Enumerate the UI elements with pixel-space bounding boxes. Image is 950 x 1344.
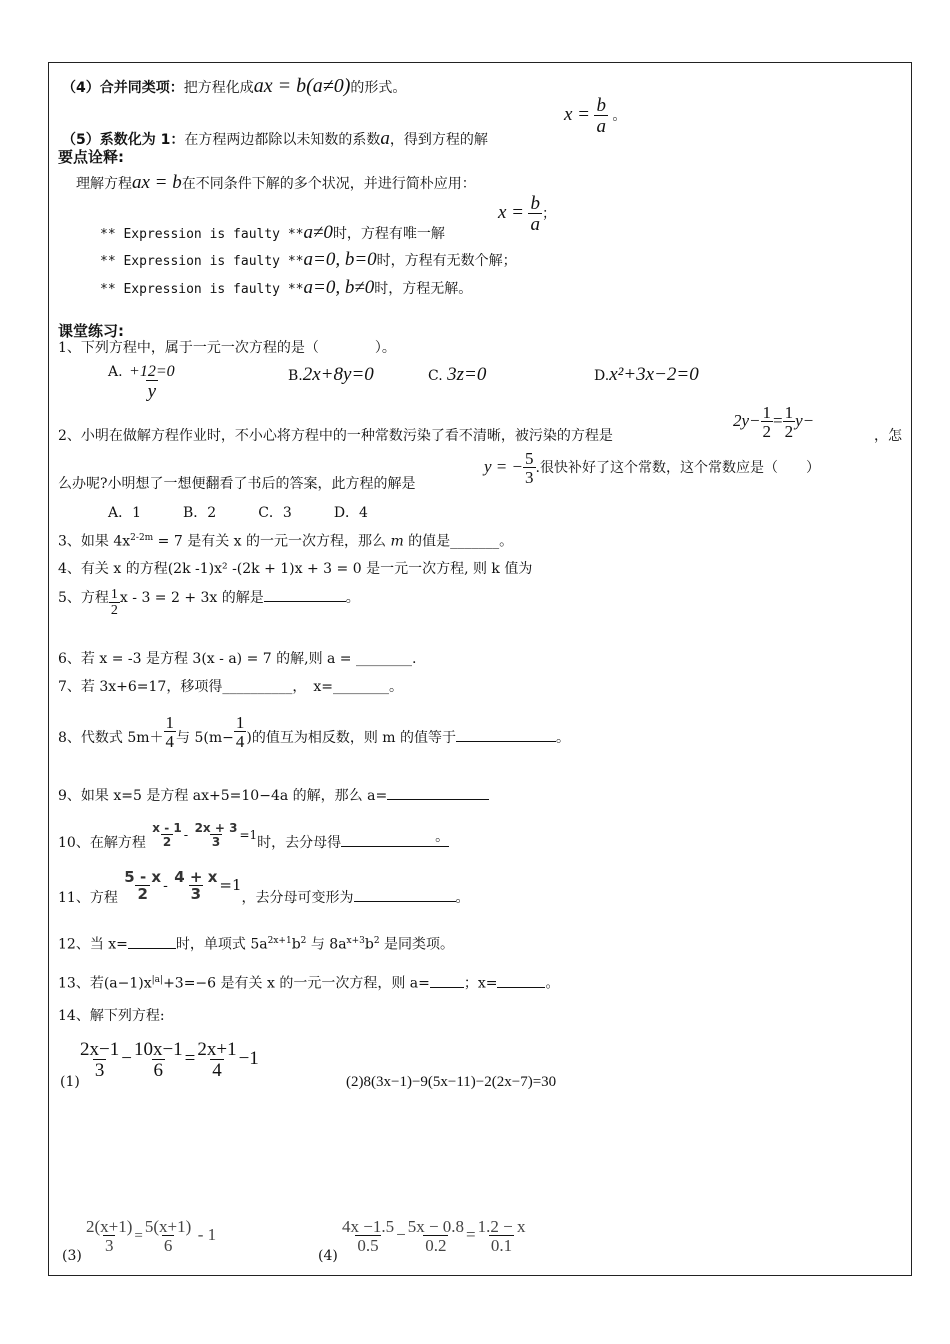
e4-equation (340, 1218, 527, 1254)
e3-tail: - 1 (197, 1225, 217, 1244)
e4-f3n: 1.2 − x (477, 1217, 526, 1236)
e1-label: (1) (60, 1074, 80, 1090)
case1-line (100, 222, 445, 245)
q5-c: 。 (345, 590, 360, 606)
q1-b-label: B. (288, 368, 303, 384)
q12-b: 时，单项式 5a (175, 936, 268, 953)
q8-line (58, 714, 570, 750)
case1-text: 时，方程有唯一解 (332, 226, 445, 242)
q8-b: 与 5(m− (176, 730, 234, 746)
e3-f2n: 5(x+1) (144, 1217, 192, 1236)
q1-c-label: C. (428, 368, 443, 384)
q11-blank[interactable] (354, 901, 456, 902)
keypoints-intro (76, 172, 476, 195)
q2-eq-f1n: 1 (762, 403, 772, 422)
q1-text: 1、下列方程中，属于一元一次方程的是（ ）。 (58, 340, 396, 356)
keypoints-intro-a: 理解方程 (76, 176, 132, 192)
q5-fd: 2 (110, 603, 118, 618)
e1-f2d: 6 (153, 1060, 164, 1081)
q8-a: 8、代数式 5m＋ (58, 730, 164, 746)
practice-heading: 课堂练习: (58, 322, 124, 340)
q2-eq-f2n: 1 (784, 403, 794, 422)
q12-c: b (291, 936, 301, 953)
q12-f: 是同类项。 (379, 936, 455, 953)
e1-f2n: 10x−1 (133, 1039, 183, 1060)
q5-a: 5、方程 (58, 590, 109, 606)
q13-blank-a[interactable] (430, 987, 464, 988)
q10-f1d: 2 (162, 835, 172, 849)
q12-s2: 2 (300, 936, 307, 946)
case1-sol-den: a (530, 214, 540, 235)
q5-blank[interactable] (264, 601, 346, 602)
step4-text-a: 把方程化成 (183, 80, 254, 96)
step5-solution (564, 96, 626, 136)
q2-text-d: .很快补好了这个常数，这个常数应是（ ） (535, 460, 820, 476)
q11-f2n: 4 + x (174, 868, 218, 886)
q2-sol: y = − (484, 457, 523, 476)
q1-a-math: +12=0 (129, 363, 175, 380)
step5-label: （5）系数化为 1： (62, 132, 185, 148)
case3-formula: a=0, b≠0 (303, 277, 375, 298)
case2-error: ** Expression is faulty ** (100, 254, 304, 269)
case1-error: ** Expression is faulty ** (100, 227, 304, 242)
e1-tail: −1 (238, 1048, 259, 1069)
q3-a: 3、如果 4x (58, 533, 131, 550)
e1-equation (78, 1040, 259, 1080)
step5-line (62, 128, 488, 151)
q5-line (58, 588, 360, 618)
q12-s3: x+3 (346, 936, 365, 946)
q8-c: )的值互为相反数，则 m 的值等于 (246, 730, 457, 746)
step5-sol-num: b (596, 95, 606, 116)
q1-d-label: D. (594, 368, 610, 384)
q4-line: 4、有关 x 的方程(2k -1)x² -(2k + 1)x + 3 = 0 是一元一次方程, 则 k 值为 (58, 561, 533, 577)
e3-label: (3) (62, 1248, 82, 1264)
q9-a: 9、如果 x=5 是方程 ax+5=10−4a 的解，那么 a= (58, 788, 388, 804)
q11-minus: - (163, 878, 168, 894)
q6-line: 6、若 x = -3 是方程 3(x - a) = 7 的解,则 a = ________. (58, 651, 417, 667)
case1-sol-x: x = (498, 202, 525, 223)
q5-b: x - 3 = 2 + 3x 的解是 (119, 590, 264, 606)
q10-b: 时，去分母得 (257, 835, 342, 851)
case3-line (100, 277, 472, 300)
q1-c-math: 3z=0 (447, 364, 487, 385)
q1-a-label: A. (108, 364, 123, 380)
q10-minus: - (183, 828, 189, 843)
step4-text-b: 的形式。 (350, 80, 407, 96)
q13-sup: |a| (151, 975, 164, 985)
e3-f1d: 3 (104, 1236, 114, 1255)
q5-fn: 1 (110, 587, 118, 602)
q2-text-c: 么办呢?小明想了一想便翻看了书后的答案，此方程的解是 (58, 476, 416, 492)
e4-f2d: 0.2 (425, 1236, 447, 1255)
step5-sol-x: x = (564, 104, 591, 125)
q12-e: b (364, 936, 374, 953)
q13-a: 13、若(a−1)x (58, 975, 152, 992)
step5-sol-den: a (596, 116, 606, 137)
q11-b: ，去分母可变形为 (241, 890, 354, 906)
e1-f1n: 2x−1 (80, 1039, 120, 1060)
case1-solution (498, 194, 556, 234)
q2-solution (484, 450, 820, 486)
step4-line (62, 74, 406, 98)
q1-option-b (288, 364, 374, 387)
q2-eq-f2d: 2 (784, 422, 794, 441)
q10-eq: =1 (239, 828, 258, 842)
q10-blank[interactable] (341, 829, 449, 847)
q1-option-d (594, 364, 699, 387)
q12-blank[interactable] (128, 948, 176, 949)
q9-blank[interactable] (387, 799, 489, 800)
q3-sup: 2-2m (130, 533, 154, 543)
step4-formula: ax = b(a≠0) (253, 75, 351, 97)
q10-c: 。 (435, 829, 450, 846)
keypoints-intro-formula: ax = b (132, 172, 182, 193)
q7-line: 7、若 3x+6=17，移项得__________， x=________。 (58, 679, 403, 695)
q8-blank[interactable] (456, 741, 556, 742)
e3-f1n: 2(x+1) (86, 1217, 133, 1236)
e3-equation (84, 1218, 216, 1254)
q10-a: 10、在解方程 (58, 835, 146, 851)
case2-text: 时，方程有无数个解； (376, 253, 517, 269)
e4-f3d: 0.1 (490, 1236, 513, 1255)
step4-label: （4）合并同类项： (62, 80, 184, 96)
q2-line-c (58, 476, 416, 493)
case1-formula: a≠0 (303, 222, 333, 243)
q2-eq-f1d: 2 (762, 422, 772, 441)
q10-f1n: x - 1 (152, 821, 182, 835)
q1-a-den: y (147, 381, 157, 402)
q2-eq-b: y− (795, 411, 815, 430)
q2-eq-a: 2y− (733, 411, 761, 430)
q12-line (58, 936, 454, 953)
e2-line: (2)8(3x−1)−9(5x−11)−2(2x−7)=30 (346, 1074, 557, 1090)
step5-text-b: ，得到方程的解 (389, 132, 488, 148)
q2-options: A．1 B．2 C．3 D．4 (108, 505, 368, 521)
q8-f2n: 1 (235, 713, 245, 732)
step5-text-a: 在方程两边都除以未知数的系数 (184, 132, 381, 148)
q3-b: = 7 是有关 x 的一元一次方程，那么 (153, 533, 391, 550)
step5-var-a: a (380, 128, 390, 149)
q13-c: ；x= (463, 975, 498, 992)
q3-m: m (390, 533, 404, 550)
e4-f1n: 4x −1.5 (342, 1217, 395, 1236)
q1-d-math: x²+3x−2=0 (609, 364, 699, 385)
q13-line (58, 975, 559, 992)
e1-f3n: 2x+1 (197, 1039, 237, 1060)
q11-c: 。 (455, 890, 470, 906)
q2-equation (733, 404, 814, 440)
q2-sol-n: 5 (525, 449, 534, 468)
q1-b-math: 2x+8y=0 (302, 364, 374, 385)
e4-m1: − (396, 1225, 406, 1244)
q9-line (58, 788, 489, 805)
q12-s1: 2x+1 (267, 936, 292, 946)
q2-eq-eq: = (773, 411, 783, 430)
q11-line (58, 870, 470, 907)
e4-f2n: 5x − 0.8 (407, 1217, 465, 1236)
e1-m1: − (121, 1048, 132, 1069)
q3-line (58, 533, 513, 550)
q14-line: 14、解下列方程: (58, 1008, 165, 1024)
q3-c: 的值是_______。 (403, 533, 514, 550)
e4-f1d: 0.5 (357, 1236, 379, 1255)
q13-b: +3=−6 是有关 x 的一元一次方程，则 a= (163, 975, 430, 992)
q1-option-a (108, 364, 177, 401)
q11-f2d: 3 (190, 885, 202, 903)
q2-sol-d: 3 (525, 468, 534, 487)
q11-f1n: 5 - x (124, 868, 162, 886)
q12-a: 12、当 x= (58, 936, 128, 953)
keypoints-intro-b: 在不同条件下解的多个状况，并进行简朴应用： (181, 176, 476, 192)
case2-line (100, 249, 517, 272)
case2-formula: a=0, b=0 (303, 249, 377, 270)
q13-d: 。 (545, 975, 560, 992)
q12-d: 与 8a (306, 936, 347, 953)
case3-text: 时，方程无解。 (374, 281, 473, 297)
q11-a: 11、方程 (58, 890, 118, 906)
case3-error: ** Expression is faulty ** (100, 282, 304, 297)
q11-eq: =1 (219, 876, 242, 894)
q10-f2n: 2x + 3 (194, 821, 238, 835)
e1-f3d: 4 (212, 1060, 222, 1081)
q1-option-c (428, 364, 486, 387)
e1-f1d: 3 (94, 1060, 105, 1081)
step5-sol-end: 。 (612, 108, 627, 124)
q8-d: 。 (556, 730, 571, 746)
q2-text-a: 2、小明在做解方程作业时，不小心将方程中的一种常数污染了看不清晰，被污染的方程是 (58, 428, 613, 444)
e3-eq: = (134, 1228, 143, 1244)
q11-f1d: 2 (137, 885, 148, 903)
case1-sol-num: b (530, 193, 540, 214)
e3-f2d: 6 (163, 1236, 173, 1255)
q8-f1n: 1 (165, 713, 175, 732)
q12-s4: 2 (373, 936, 380, 946)
q13-blank-x[interactable] (497, 987, 545, 988)
q10-f2d: 3 (211, 835, 221, 849)
keypoints-heading: 要点诠释: (58, 148, 124, 166)
e4-eq: = (466, 1225, 476, 1244)
q8-f2d: 4 (235, 732, 245, 751)
case1-sol-end: ； (541, 206, 556, 222)
q2-text-b: ，怎 (874, 428, 902, 444)
q8-f1d: 4 (165, 732, 175, 751)
q10-line (58, 822, 449, 852)
e1-eq: = (184, 1048, 196, 1069)
e4-label: (4) (318, 1248, 338, 1264)
